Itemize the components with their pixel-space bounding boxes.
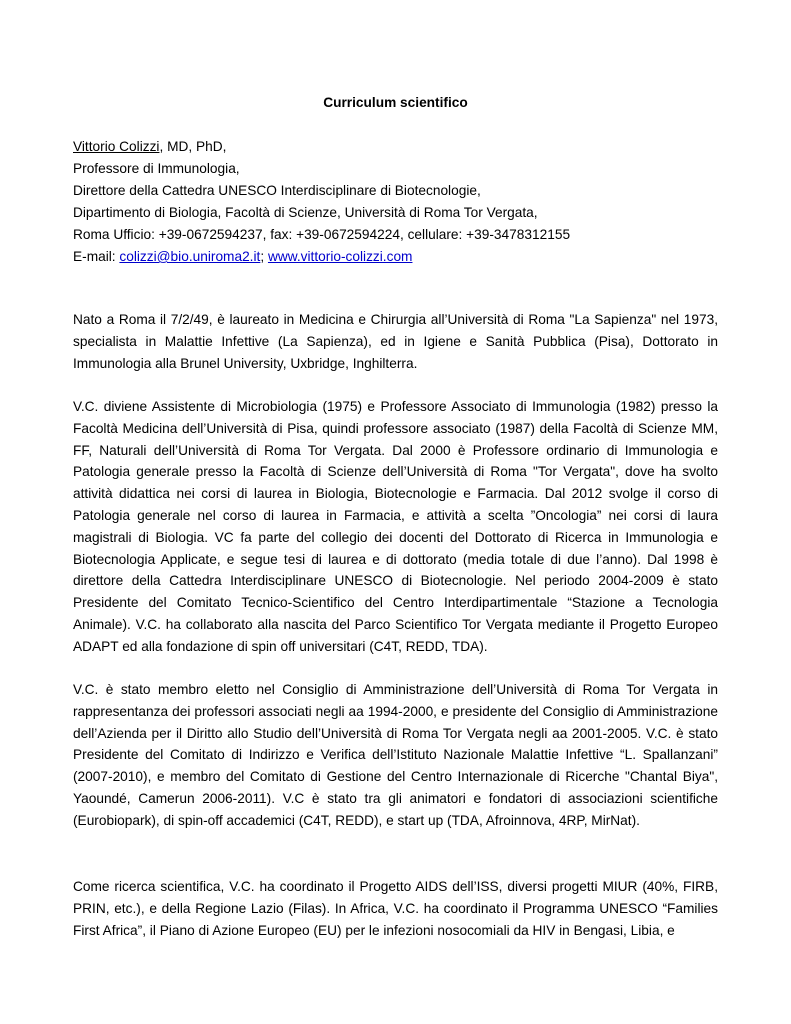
link-separator: ; (260, 249, 268, 264)
email-link[interactable]: colizzi@bio.uniroma2.it (119, 249, 261, 264)
paragraph-career: V.C. diviene Assistente di Microbiologia (1975) e Professore Associato di Immunologia (1982) presso la Facoltà Medicina dell’Università di Pisa, quindi professore associato (1987) della Facoltà di Scienze MM, FF, Naturali dell’Università di Roma Tor Vergata. Dal 2000 è Professore ordinario di Immunologia e Patologia generale presso la Facoltà di Scienze dell’Università di Roma "Tor Vergata", dove ha svolto attività didattica nei corsi di laurea in Biologia, Biotecnologie e Farmacia. Dal 2012 svolge il corso di Patologia generale nel corso di laurea in Farmacia, e attività a scelta ”Oncologia” nei corsi di laura magistrali di Biologia. VC fa parte del collegio dei docenti del Dottorato di Ricerca in Immunologia e Biotecnologia Applicate, e segue tesi di laurea e di dottorato (media totale di due l’anno). Dal 1998 è direttore della Cattedra Interdisciplinare UNESCO di Biotecnologie. Nel periodo 2004-2009 è stato Presidente del Comitato Tecnico-Scientifico del Centro Interdipartimentale “Stazione a Tecnologia Animale). V.C. ha collaborato alla nascita del Parco Scientifico Tor Vergata mediante il Progetto Europeo ADAPT ed alla fondazione di spin off universitari (C4T, REDD, TDA). (73, 399, 718, 654)
department-line: Dipartimento di Biologia, Facoltà di Scienze, Università di Roma Tor Vergata, (73, 205, 538, 220)
website-link[interactable]: www.vittorio-colizzi.com (267, 249, 413, 264)
paragraph-birth-education: Nato a Roma il 7/2/49, è laureato in Medicina e Chirurgia all’Università di Roma "La Sapienza" nel 1973, specialista in Malattie Infettive (La Sapienza), ed in Igiene e Sanità Pubblica (Pisa), Dottorato in Immunologia alla Brunel University, Uxbridge, Inghilterra. (73, 312, 718, 371)
chair-line: Direttore della Cattedra UNESCO Interdisciplinare di Biotecnologie, (73, 183, 481, 198)
position-line: Professore di Immunologia, (73, 161, 240, 176)
document-title: Curriculum scientifico (323, 95, 468, 110)
phone-line: Roma Ufficio: +39-0672594237, fax: +39-0672594224, cellulare: +39-3478312155 (73, 227, 571, 242)
name-line (73, 136, 723, 158)
author-name: Vittorio Colizzi (73, 139, 160, 154)
paragraph-institutional-roles: V.C. è stato membro eletto nel Consiglio di Amministrazione dell’Università di Roma Tor Vergata in rappresentanza dei professori associati negli aa 1994-2000, e presidente del Consiglio di Amministrazione dell’Azienda per il Diritto allo Studio dell’Università di Roma Tor Vergata negli aa 2001-2005. V.C. è stato Presidente del Comitato di Indirizzo e Verifica dell’Istituto Nazionale Malattie Infettive “L. Spallanzani” (2007-2010), e membro del Comitato di Gestione del Centro Internazionale di Ricerche "Chantal Biya", Yaoundé, Camerun 2006-2011). V.C è stato tra gli animatori e fondatori di associazioni scientifiche (Eurobiopark), di spin-off accademici (C4T, REDD), e start up (TDA, Afroinnova, 4RP, MirNat). (73, 682, 718, 828)
author-titles: , MD, PhD, (159, 139, 227, 154)
contact-header (73, 136, 723, 268)
email-line (73, 246, 723, 268)
paragraph-research: Come ricerca scientifica, V.C. ha coordinato il Progetto AIDS dell’ISS, diversi progetti MIUR (40%, FIRB, PRIN, etc.), e della Regione Lazio (Filas). In Africa, V.C. ha coordinato il Programma UNESCO “Families First Africa”, il Piano di Azione Europeo (EU) per le infezioni nosocomiali da HIV in Bengasi, Libia, e (73, 879, 718, 938)
email-label: E-mail: (73, 249, 120, 264)
